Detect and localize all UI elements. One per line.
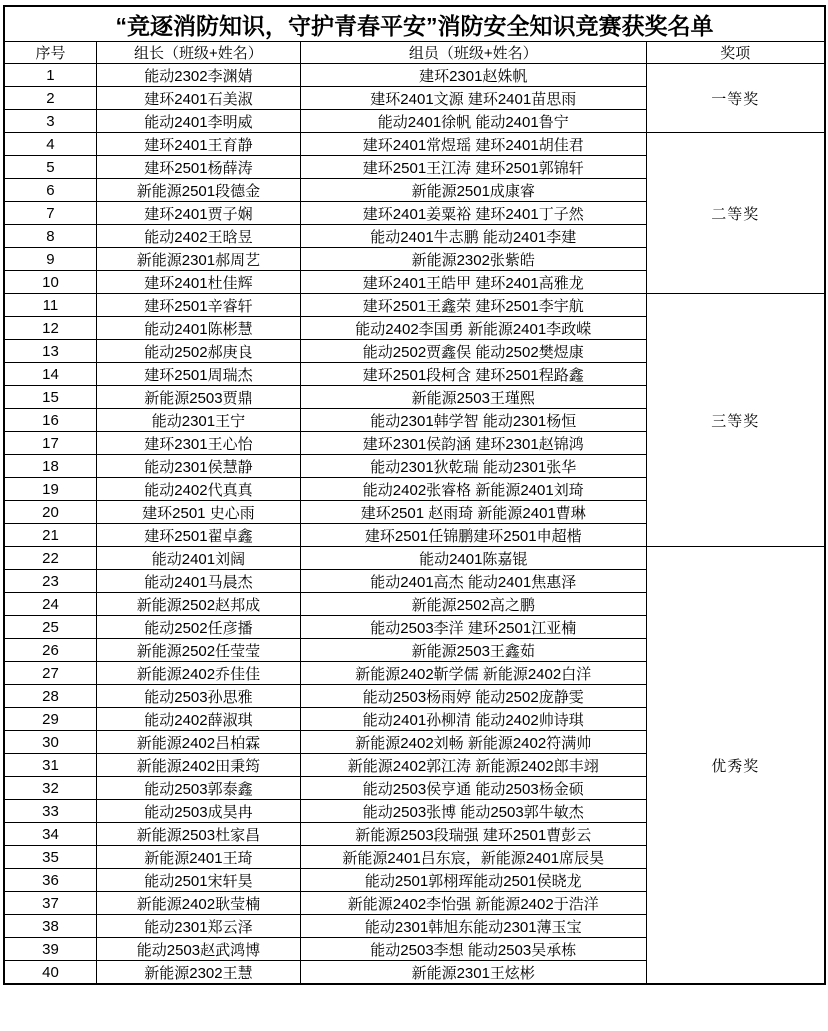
row-number-cell: 35 bbox=[4, 846, 96, 869]
members-cell: 能动2401牛志鹏 能动2401李建 bbox=[300, 225, 646, 248]
title-row bbox=[4, 6, 825, 42]
leader-cell: 建环2401贾子娴 bbox=[96, 202, 300, 225]
row-number-cell: 8 bbox=[4, 225, 96, 248]
leader-cell: 建环2401石美淑 bbox=[96, 87, 300, 110]
members-cell: 能动2401高杰 能动2401焦惠泽 bbox=[300, 570, 646, 593]
row-number-cell: 21 bbox=[4, 524, 96, 547]
members-cell: 能动2502贾鑫俣 能动2502樊煜康 bbox=[300, 340, 646, 363]
row-number-cell: 30 bbox=[4, 731, 96, 754]
members-cell: 能动2503杨雨婷 能动2502庞静雯 bbox=[300, 685, 646, 708]
row-number-cell: 27 bbox=[4, 662, 96, 685]
row-number-cell: 38 bbox=[4, 915, 96, 938]
row-number-cell: 12 bbox=[4, 317, 96, 340]
members-cell: 能动2301狄乾瑞 能动2301张华 bbox=[300, 455, 646, 478]
row-number-cell: 7 bbox=[4, 202, 96, 225]
page-title: “竞逐消防知识，守护青春平安”消防安全知识竞赛获奖名单 bbox=[4, 6, 825, 42]
table-row bbox=[4, 294, 825, 317]
leader-cell: 能动2401李明威 bbox=[96, 110, 300, 133]
row-number-cell: 23 bbox=[4, 570, 96, 593]
leader-cell: 建环2501辛睿轩 bbox=[96, 294, 300, 317]
leader-cell: 能动2503郭泰鑫 bbox=[96, 777, 300, 800]
leader-cell: 新能源2302王慧 bbox=[96, 961, 300, 985]
leader-cell: 新能源2301郝周艺 bbox=[96, 248, 300, 271]
row-number-cell: 39 bbox=[4, 938, 96, 961]
members-cell: 建环2301赵姝帆 bbox=[300, 64, 646, 87]
members-cell: 能动2401孙柳清 能动2402帅诗琪 bbox=[300, 708, 646, 731]
members-cell: 新能源2503王鑫茹 bbox=[300, 639, 646, 662]
members-cell: 能动2402张睿格 新能源2401刘琦 bbox=[300, 478, 646, 501]
leader-cell: 能动2503赵武鸿博 bbox=[96, 938, 300, 961]
column-header-no: 序号 bbox=[4, 42, 96, 64]
leader-cell: 建环2501 史心雨 bbox=[96, 501, 300, 524]
award-cell: 优秀奖 bbox=[646, 547, 825, 985]
column-header-members: 组员（班级+姓名） bbox=[300, 42, 646, 64]
leader-cell: 能动2503孙思雅 bbox=[96, 685, 300, 708]
members-cell: 能动2301韩旭东能动2301薄玉宝 bbox=[300, 915, 646, 938]
leader-cell: 新能源2503杜家昌 bbox=[96, 823, 300, 846]
members-cell: 建环2501段柯含 建环2501程路鑫 bbox=[300, 363, 646, 386]
row-number-cell: 32 bbox=[4, 777, 96, 800]
members-cell: 新能源2402郭江涛 新能源2402郎丰翊 bbox=[300, 754, 646, 777]
members-cell: 新能源2501成康睿 bbox=[300, 179, 646, 202]
leader-cell: 能动2302李渊婧 bbox=[96, 64, 300, 87]
leader-cell: 建环2501周瑞杰 bbox=[96, 363, 300, 386]
members-cell: 新能源2402李怡强 新能源2402于浩洋 bbox=[300, 892, 646, 915]
leader-cell: 能动2502任彦播 bbox=[96, 616, 300, 639]
leader-cell: 能动2401刘阔 bbox=[96, 547, 300, 570]
members-cell: 新能源2301王炫彬 bbox=[300, 961, 646, 985]
leader-cell: 新能源2402耿莹楠 bbox=[96, 892, 300, 915]
leader-cell: 新能源2401王琦 bbox=[96, 846, 300, 869]
row-number-cell: 25 bbox=[4, 616, 96, 639]
members-cell: 能动2503侯亨通 能动2503杨金硕 bbox=[300, 777, 646, 800]
row-number-cell: 10 bbox=[4, 271, 96, 294]
row-number-cell: 31 bbox=[4, 754, 96, 777]
members-cell: 能动2401徐帆 能动2401鲁宁 bbox=[300, 110, 646, 133]
table-row bbox=[4, 133, 825, 156]
row-number-cell: 19 bbox=[4, 478, 96, 501]
members-cell: 建环2501任锦鹏建环2501申超楷 bbox=[300, 524, 646, 547]
members-cell: 新能源2402靳学儒 新能源2402白洋 bbox=[300, 662, 646, 685]
members-cell: 能动2503李洋 建环2501江亚楠 bbox=[300, 616, 646, 639]
members-cell: 建环2401常煜瑶 建环2401胡佳君 bbox=[300, 133, 646, 156]
row-number-cell: 2 bbox=[4, 87, 96, 110]
row-number-cell: 40 bbox=[4, 961, 96, 985]
leader-cell: 新能源2402乔佳佳 bbox=[96, 662, 300, 685]
row-number-cell: 18 bbox=[4, 455, 96, 478]
award-cell: 三等奖 bbox=[646, 294, 825, 547]
row-number-cell: 17 bbox=[4, 432, 96, 455]
members-cell: 能动2301韩学智 能动2301杨恒 bbox=[300, 409, 646, 432]
leader-cell: 建环2501翟卓鑫 bbox=[96, 524, 300, 547]
row-number-cell: 26 bbox=[4, 639, 96, 662]
row-number-cell: 34 bbox=[4, 823, 96, 846]
leader-cell: 建环2501杨薛涛 bbox=[96, 156, 300, 179]
row-number-cell: 36 bbox=[4, 869, 96, 892]
members-cell: 新能源2302张紫皓 bbox=[300, 248, 646, 271]
header-row bbox=[4, 42, 825, 64]
row-number-cell: 29 bbox=[4, 708, 96, 731]
table-row bbox=[4, 547, 825, 570]
leader-cell: 能动2502郝庚良 bbox=[96, 340, 300, 363]
leader-cell: 建环2301王心怡 bbox=[96, 432, 300, 455]
column-header-leader: 组长（班级+姓名） bbox=[96, 42, 300, 64]
leader-cell: 新能源2502任莹莹 bbox=[96, 639, 300, 662]
row-number-cell: 1 bbox=[4, 64, 96, 87]
leader-cell: 能动2301王宁 bbox=[96, 409, 300, 432]
leader-cell: 能动2301侯慧静 bbox=[96, 455, 300, 478]
award-cell: 二等奖 bbox=[646, 133, 825, 294]
row-number-cell: 11 bbox=[4, 294, 96, 317]
leader-cell: 新能源2402吕柏霖 bbox=[96, 731, 300, 754]
row-number-cell: 20 bbox=[4, 501, 96, 524]
row-number-cell: 3 bbox=[4, 110, 96, 133]
row-number-cell: 37 bbox=[4, 892, 96, 915]
column-header-award: 奖项 bbox=[646, 42, 825, 64]
members-cell: 新能源2401吕东宸，新能源2401席辰昊 bbox=[300, 846, 646, 869]
row-number-cell: 28 bbox=[4, 685, 96, 708]
row-number-cell: 24 bbox=[4, 593, 96, 616]
leader-cell: 能动2401马晨杰 bbox=[96, 570, 300, 593]
members-cell: 建环2501王鑫荣 建环2501李宇航 bbox=[300, 294, 646, 317]
leader-cell: 建环2401王育静 bbox=[96, 133, 300, 156]
members-cell: 新能源2503段瑞强 建环2501曹彭云 bbox=[300, 823, 646, 846]
row-number-cell: 16 bbox=[4, 409, 96, 432]
leader-cell: 新能源2501段德金 bbox=[96, 179, 300, 202]
leader-cell: 能动2503成昊冉 bbox=[96, 800, 300, 823]
leader-cell: 新能源2503贾鼎 bbox=[96, 386, 300, 409]
leader-cell: 新能源2502赵邦成 bbox=[96, 593, 300, 616]
members-cell: 建环2401姜粟裕 建环2401丁子然 bbox=[300, 202, 646, 225]
award-winners-table bbox=[3, 5, 826, 985]
row-number-cell: 9 bbox=[4, 248, 96, 271]
leader-cell: 能动2402代真真 bbox=[96, 478, 300, 501]
members-cell: 新能源2402刘畅 新能源2402符满帅 bbox=[300, 731, 646, 754]
leader-cell: 能动2402王晗昱 bbox=[96, 225, 300, 248]
leader-cell: 能动2401陈彬慧 bbox=[96, 317, 300, 340]
members-cell: 新能源2503王瑾熙 bbox=[300, 386, 646, 409]
row-number-cell: 22 bbox=[4, 547, 96, 570]
members-cell: 能动2503张博 能动2503郭牛敏杰 bbox=[300, 800, 646, 823]
row-number-cell: 6 bbox=[4, 179, 96, 202]
leader-cell: 能动2501宋轩昊 bbox=[96, 869, 300, 892]
members-cell: 能动2501郭栩珲能动2501侯晓龙 bbox=[300, 869, 646, 892]
members-cell: 建环2401王皓甲 建环2401高雅龙 bbox=[300, 271, 646, 294]
members-cell: 建环2301侯韵涵 建环2301赵锦鸿 bbox=[300, 432, 646, 455]
row-number-cell: 4 bbox=[4, 133, 96, 156]
table-row bbox=[4, 64, 825, 87]
row-number-cell: 14 bbox=[4, 363, 96, 386]
row-number-cell: 15 bbox=[4, 386, 96, 409]
award-cell: 一等奖 bbox=[646, 64, 825, 133]
leader-cell: 能动2402薛淑琪 bbox=[96, 708, 300, 731]
leader-cell: 新能源2402田秉筠 bbox=[96, 754, 300, 777]
members-cell: 建环2501王江涛 建环2501郭锦轩 bbox=[300, 156, 646, 179]
row-number-cell: 33 bbox=[4, 800, 96, 823]
members-cell: 能动2401陈嘉锟 bbox=[300, 547, 646, 570]
members-cell: 新能源2502高之鹏 bbox=[300, 593, 646, 616]
members-cell: 建环2501 赵雨琦 新能源2401曹琳 bbox=[300, 501, 646, 524]
members-cell: 能动2503李想 能动2503吴承栋 bbox=[300, 938, 646, 961]
leader-cell: 建环2401杜佳辉 bbox=[96, 271, 300, 294]
leader-cell: 能动2301郑云泽 bbox=[96, 915, 300, 938]
row-number-cell: 13 bbox=[4, 340, 96, 363]
members-cell: 建环2401文源 建环2401苗思雨 bbox=[300, 87, 646, 110]
members-cell: 能动2402李国勇 新能源2401李政嵘 bbox=[300, 317, 646, 340]
row-number-cell: 5 bbox=[4, 156, 96, 179]
table-body bbox=[4, 64, 825, 985]
